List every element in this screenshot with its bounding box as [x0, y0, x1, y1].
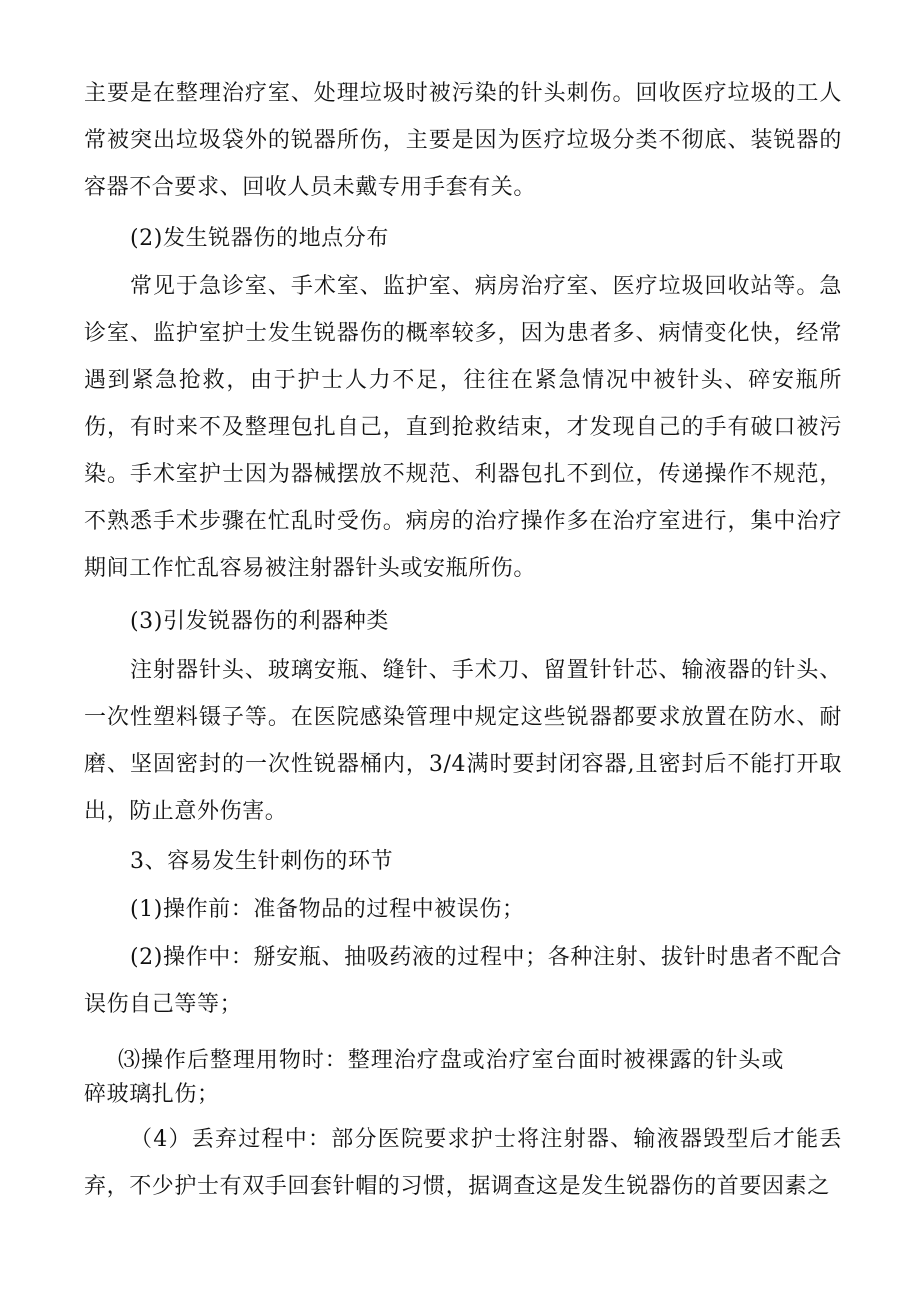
list-item-before-operation: (1)操作前：准备物品的过程中被误伤；	[130, 897, 525, 922]
list-item-during-operation: (2)操作中：掰安瓶、抽吸药液的过程中；各种注射、拔针时患者不配合误伤自己等等；	[84, 945, 842, 1017]
section-heading-risk-stages: 3、容易发生针刺伤的环节	[130, 849, 394, 874]
paragraph-location-distribution: 常见于急诊室、手术室、监护室、病房治疗室、医疗垃圾回收站等。急诊室、监护室护士发生锐器伤的概率较多，因为患者多、病情变化快，经常遇到紧急抢救，由于护士人力不足，往往在紧急情况中被针头、碎安瓶所伤，有时来不及整理包扎自己，直到抢救结束，才发现自己的手有破口被污染。手术室护士因为器械摆放不规范、利器包扎不到位，传递操作不规范，不熟悉手术步骤在忙乱时受伤。病房的治疗操作多在治疗室进行，集中治疗期间工作忙乱容易被注射器针头或安瓶所伤。	[84, 274, 842, 581]
section-heading-instrument-types: (3)引发锐器伤的利器种类	[130, 609, 389, 634]
paragraph-waste-injury: 主要是在整理治疗室、处理垃圾时被污染的针头刺伤。回收医疗垃圾的工人常被突出垃圾袋外的锐器所伤，主要是因为医疗垃圾分类不彻底、装锐器的容器不合要求、回收人员未戴专用手套有关。	[84, 81, 842, 200]
paragraph-instrument-types: 注射器针头、玻璃安瓶、缝针、手术刀、留置针针芯、输液器的针头、一次性塑料镊子等。在医院感染管理中规定这些锐器都要求放置在防水、耐磨、坚固密封的一次性锐器桶内，3/4满时要封闭容器,且密封后不能打开取出，防止意外伤害。	[84, 658, 842, 824]
section-heading-location: (2)发生锐器伤的地点分布	[130, 226, 389, 251]
list-item-after-operation: ⑶操作后整理用物时：整理治疗盘或治疗室台面时被裸露的针头或碎玻璃扎伤；	[84, 1048, 784, 1107]
list-item-disposal: （4）丢弃过程中：部分医院要求护士将注射器、输液器毁型后才能丢弃，不少护士有双手回套针帽的习惯，据调查这是发生锐器伤的首要因素之	[84, 1127, 842, 1199]
